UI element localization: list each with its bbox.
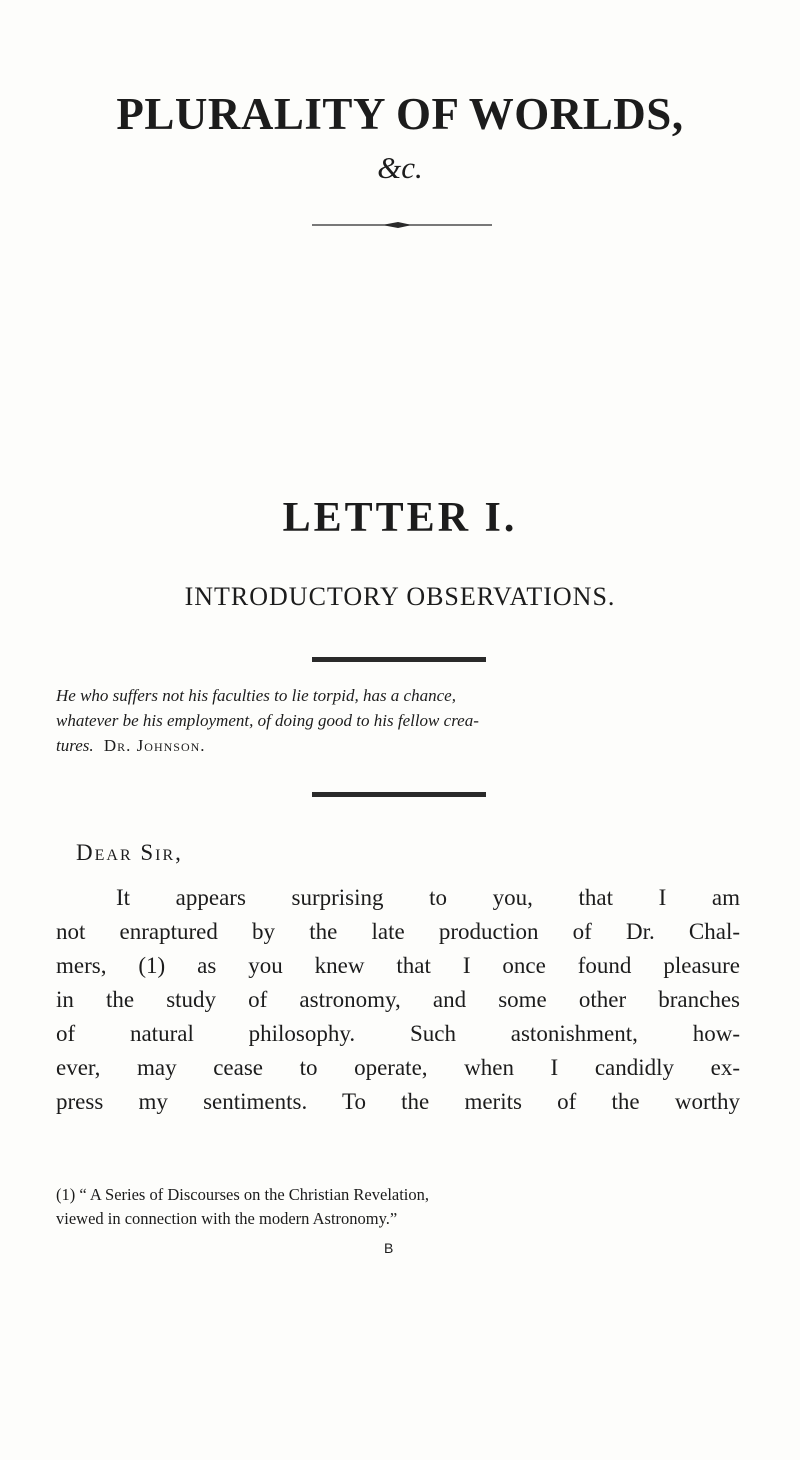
letter-heading: LETTER I. — [282, 495, 518, 541]
body-text — [56, 881, 740, 1119]
book-title: PLURALITY OF WORLDS, — [116, 89, 684, 139]
epigraph-line: whatever be his employment, of doing good to his fellow crea- — [56, 711, 479, 730]
body-line: ever, may cease to operate, when I candidly ex- — [56, 1055, 740, 1080]
salutation: Dear Sir, — [76, 840, 183, 865]
epigraph-line: tures. — [56, 736, 94, 755]
body-line: press my sentiments. To the merits of the worthy — [56, 1089, 740, 1114]
body-line: not enraptured by the late production of Dr. Chal- — [56, 919, 740, 944]
footnote — [56, 1183, 746, 1231]
divider-top — [312, 657, 486, 662]
divider-bottom — [312, 792, 486, 797]
body-line: It appears surprising to you, that I am — [116, 885, 740, 910]
etc-mark: &c. — [377, 150, 423, 185]
body-line: of natural philosophy. Such astonishment, how- — [56, 1021, 740, 1046]
section-subtitle: INTRODUCTORY OBSERVATIONS. — [184, 582, 616, 611]
signature-mark: B — [384, 1240, 394, 1256]
ornament-rule — [312, 220, 492, 230]
body-line: in the study of astronomy, and some other branches — [56, 987, 740, 1012]
footnote-line: viewed in connection with the modern Astronomy.” — [56, 1209, 398, 1228]
body-line: mers, (1) as you knew that I once found pleasure — [56, 953, 740, 978]
epigraph-author: Dr. Johnson. — [103, 736, 206, 755]
epigraph-line: He who suffers not his faculties to lie torpid, has a chance, — [56, 686, 456, 705]
footnote-line: (1) “ A Series of Discourses on the Christian Revelation, — [56, 1185, 430, 1204]
epigraph — [56, 683, 756, 758]
